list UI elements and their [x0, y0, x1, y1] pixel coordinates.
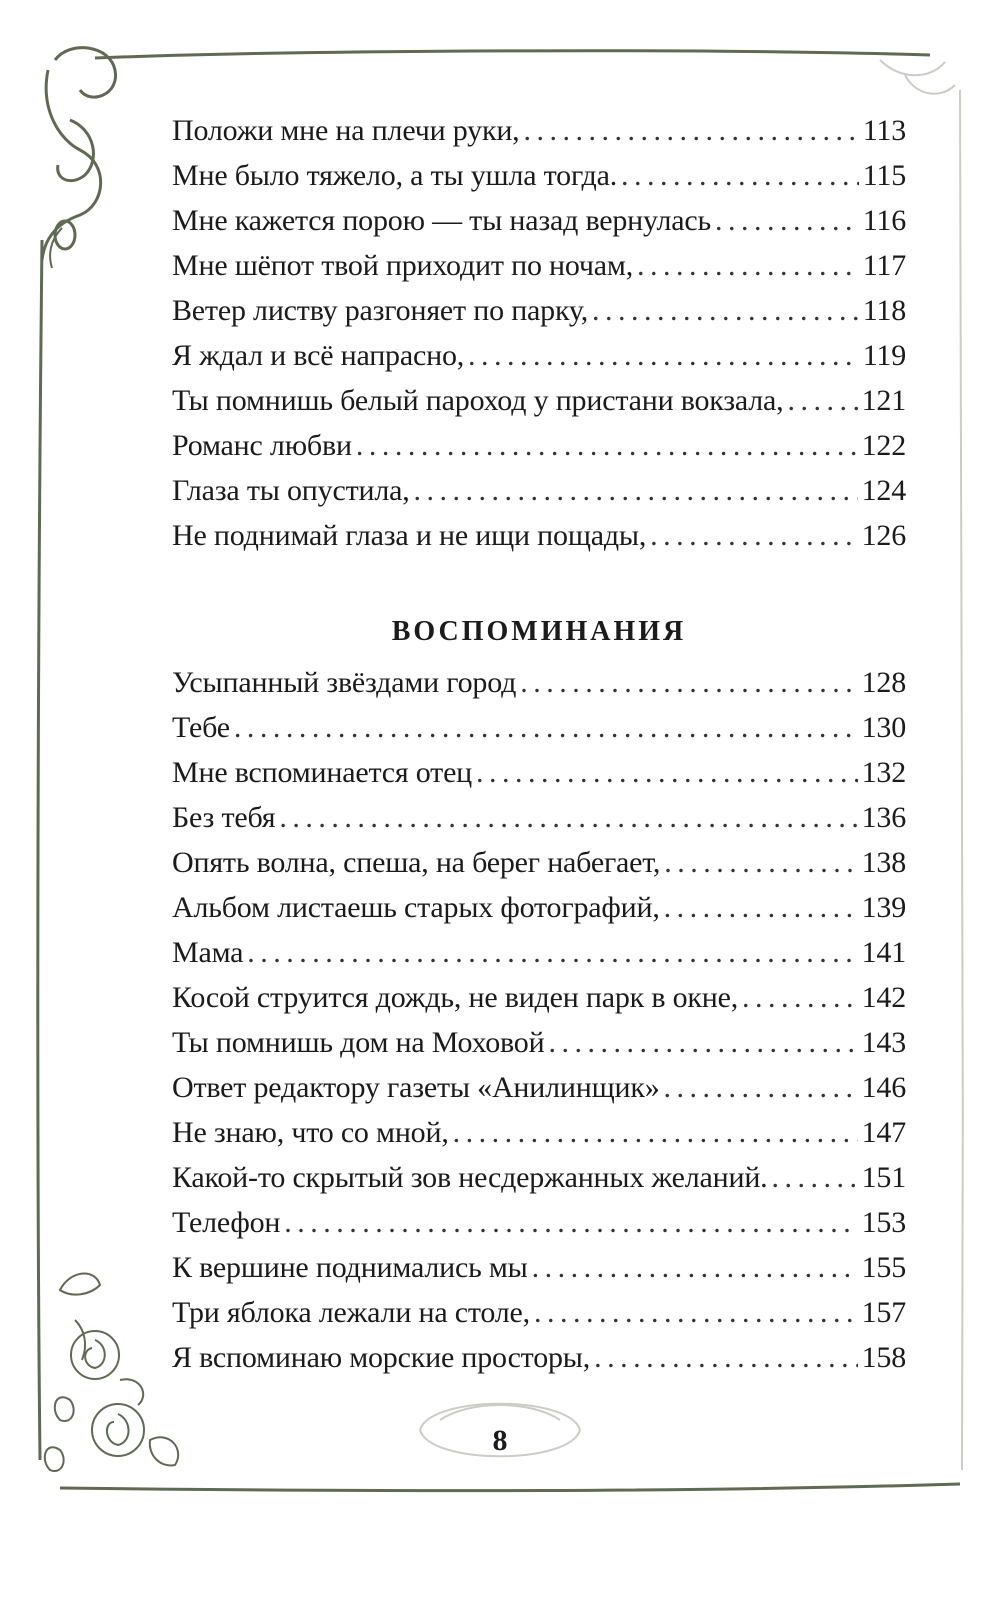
entry-page: 118: [862, 294, 906, 327]
entry-title: К вершине поднимались мы: [172, 1251, 528, 1284]
entry-page: 132: [861, 756, 906, 789]
entry-page: 136: [861, 801, 906, 834]
toc-entry: [172, 153, 906, 198]
leader-dots: [592, 288, 859, 333]
entry-page: 151: [861, 1161, 906, 1194]
toc-entry: [172, 750, 906, 795]
entry-page: 138: [861, 846, 906, 879]
entry-title: Косой струится дождь, не виден парк в окне,: [172, 981, 739, 1014]
toc-entry: [172, 1290, 906, 1335]
entry-title: Мне шёпот твой приходит по ночам,: [172, 249, 634, 282]
entry-title: Ты помнишь белый пароход у пристани вокзала,: [172, 384, 784, 417]
toc-entry: [172, 423, 906, 468]
leader-dots: [476, 750, 858, 795]
entry-title: Ответ редактору газеты «Анилинщик»: [172, 1071, 660, 1104]
entry-page: 139: [861, 891, 906, 924]
entry-title: Глаза ты опустила,: [172, 474, 410, 507]
leader-dots: [742, 975, 858, 1020]
entry-page: 116: [862, 204, 906, 237]
entry-page: 146: [861, 1071, 906, 1104]
leader-dots: [520, 660, 857, 705]
toc-entry: [172, 468, 906, 513]
leader-dots: [523, 108, 858, 153]
entry-page: 113: [862, 114, 906, 147]
toc-entry: [172, 198, 906, 243]
entry-page: 115: [862, 159, 906, 192]
toc-entry: [172, 1200, 906, 1245]
leader-dots: [715, 198, 859, 243]
toc-entry: [172, 1110, 906, 1155]
toc-entry: [172, 840, 906, 885]
corner-ornament-top-right: [880, 60, 955, 94]
entry-page: 130: [861, 711, 906, 744]
entry-title: Романс любви: [172, 429, 352, 462]
entry-page: 117: [862, 249, 906, 282]
entry-page: 153: [861, 1206, 906, 1239]
toc-entry: [172, 513, 906, 558]
page-number: 8: [492, 1424, 508, 1457]
toc-entry: [172, 930, 906, 975]
leader-dots: [548, 1020, 857, 1065]
entry-page: 141: [861, 936, 906, 969]
entry-page: 158: [861, 1341, 906, 1374]
entry-title: Ветер листву разгоняет по парку,: [172, 294, 589, 327]
entry-title: Мне было тяжело, а ты ушла тогда.: [172, 159, 618, 192]
toc-entry: [172, 333, 906, 378]
toc-entry: [172, 705, 906, 750]
toc-entry: [172, 1155, 906, 1200]
entry-title: Мне кажется порою — ты назад вернулась: [172, 204, 711, 237]
leader-dots: [650, 513, 857, 558]
entry-title: Я вспоминаю морские просторы,: [172, 1341, 591, 1374]
leader-dots: [771, 1155, 857, 1200]
toc-entry: [172, 288, 906, 333]
leader-dots: [621, 153, 859, 198]
leader-dots: [247, 930, 857, 975]
leader-dots: [664, 1065, 858, 1110]
toc-entry: [172, 795, 906, 840]
toc-entry: [172, 378, 906, 423]
leader-dots: [664, 840, 857, 885]
entry-page: 142: [861, 981, 906, 1014]
entry-page: 124: [861, 474, 906, 507]
entry-page: 122: [861, 429, 906, 462]
leader-dots: [356, 423, 858, 468]
entry-page: 126: [861, 519, 906, 552]
entry-title: Мама: [172, 936, 244, 969]
toc-entry: [172, 885, 906, 930]
toc-entry: [172, 1020, 906, 1065]
toc-entry: [172, 660, 906, 705]
toc-section-2: [172, 660, 906, 1380]
entry-page: 143: [861, 1026, 906, 1059]
entry-title: Не поднимай глаза и не ищи пощады,: [172, 519, 647, 552]
entry-title: Я ждал и всё напрасно,: [172, 339, 465, 372]
entry-title: Мне вспоминается отец: [172, 756, 473, 789]
leader-dots: [594, 1335, 858, 1380]
leader-dots: [414, 468, 858, 513]
leader-dots: [532, 1245, 858, 1290]
entry-title: Усыпанный звёздами город: [172, 666, 517, 699]
toc-entry: [172, 975, 906, 1020]
toc-entry: [172, 243, 906, 288]
toc-entry: [172, 108, 906, 153]
leader-dots: [534, 1290, 858, 1335]
entry-title: Телефон: [172, 1206, 281, 1239]
leader-dots: [234, 705, 858, 750]
entry-page: 119: [862, 339, 906, 372]
leader-dots: [279, 795, 857, 840]
entry-title: Ты помнишь дом на Моховой: [172, 1026, 545, 1059]
toc-section-1: [172, 108, 906, 558]
entry-title: Альбом листаешь старых фотографий,: [172, 891, 660, 924]
rose-ornament-icon: [45, 1274, 178, 1471]
entry-title: Какой-то скрытый зов несдержанных желаний.: [172, 1161, 768, 1194]
entry-page: 128: [861, 666, 906, 699]
leader-dots: [637, 243, 859, 288]
toc-entry: [172, 1335, 906, 1380]
entry-page: 147: [861, 1116, 906, 1149]
leader-dots: [468, 333, 859, 378]
toc-entry: [172, 1065, 906, 1110]
entry-title: Не знаю, что со мной,: [172, 1116, 449, 1149]
entry-page: 121: [861, 384, 906, 417]
entry-page: 155: [861, 1251, 906, 1284]
entry-title: Положи мне на плечи руки,: [172, 114, 520, 147]
section-heading: ВОСПОМИНАНИЯ: [391, 616, 687, 647]
entry-title: Тебе: [172, 711, 230, 744]
leader-dots: [664, 885, 858, 930]
leader-dots: [453, 1110, 858, 1155]
entry-title: Три яблока лежали на столе,: [172, 1296, 530, 1329]
entry-title: Без тебя: [172, 801, 276, 834]
entry-title: Опять волна, спеша, на берег набегает,: [172, 846, 661, 879]
toc-entry: [172, 1245, 906, 1290]
entry-page: 157: [861, 1296, 906, 1329]
leader-dots: [284, 1200, 857, 1245]
corner-ornament-top-left: [42, 48, 116, 268]
leader-dots: [787, 378, 857, 423]
